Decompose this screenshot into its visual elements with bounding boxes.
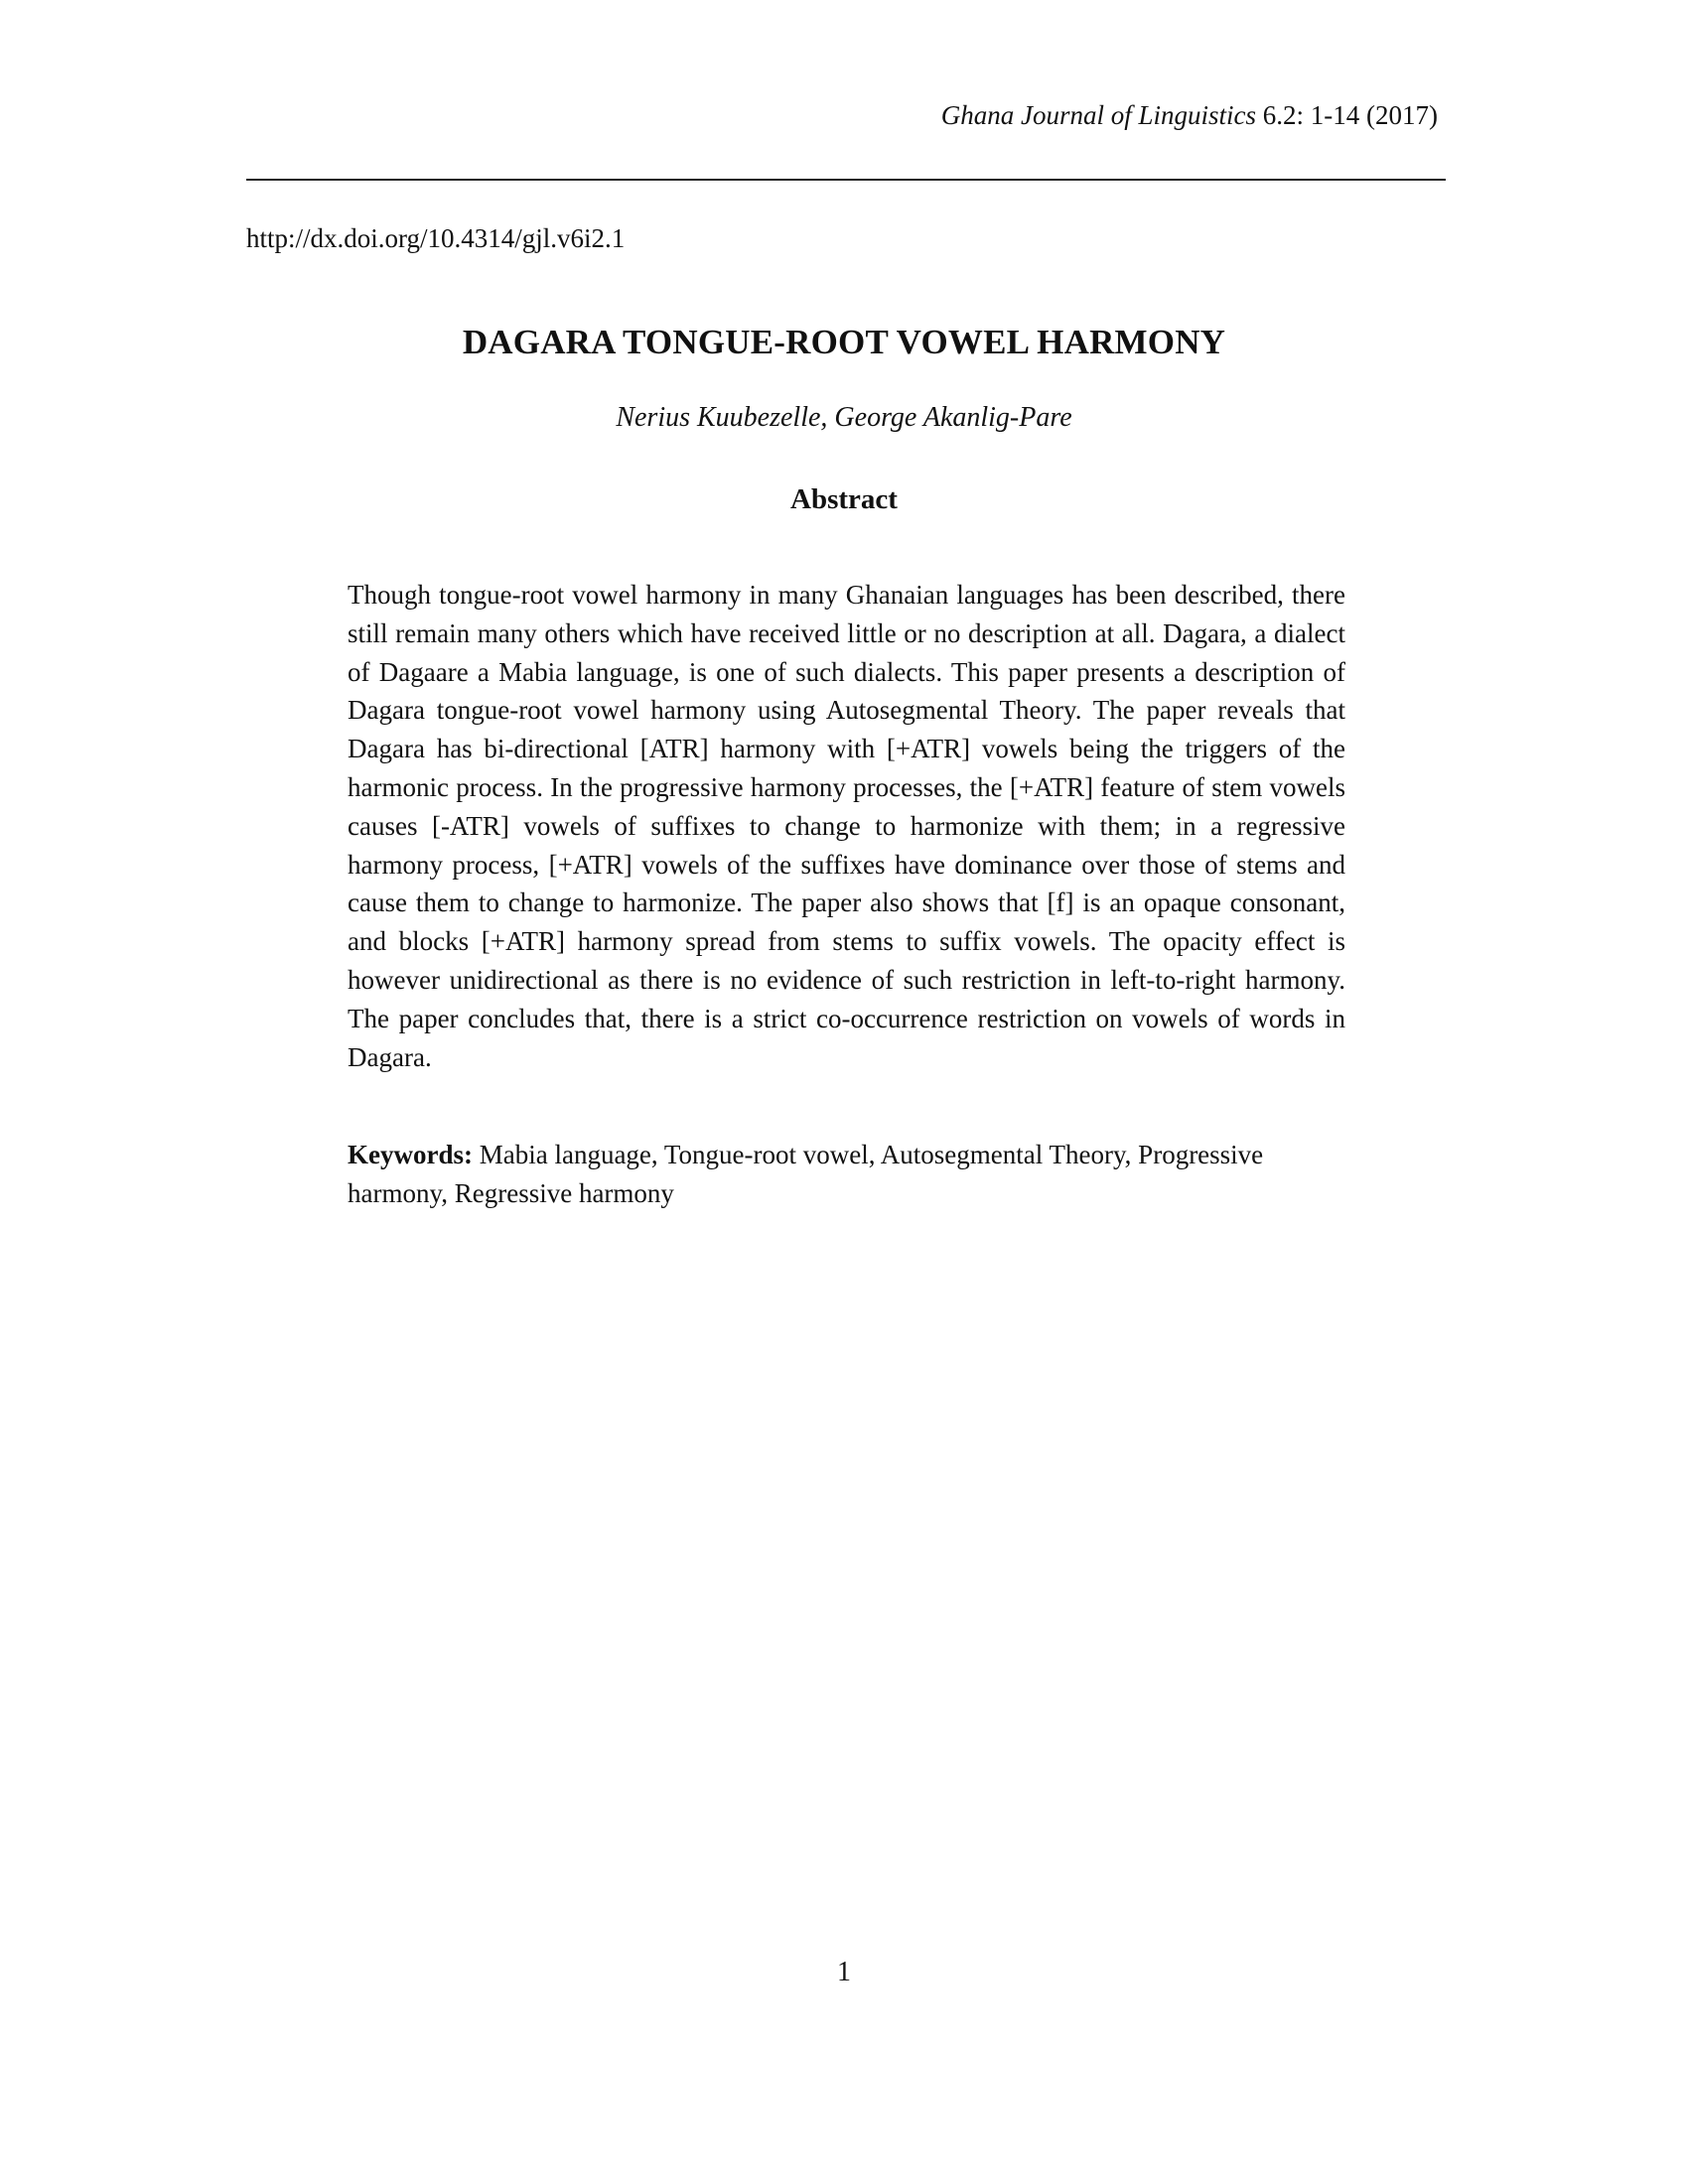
journal-name: Ghana Journal of Linguistics [940,100,1257,130]
keywords-section [348,1136,1345,1213]
running-header [941,99,1438,131]
header-divider [246,179,1446,181]
journal-citation: 6.2: 1-14 (2017) [1256,100,1438,130]
paper-authors: Nerius Kuubezelle, George Akanlig-Pare [616,402,1072,433]
abstract-heading: Abstract [790,483,898,515]
doi-link[interactable]: http://dx.doi.org/10.4314/gjl.v6i2.1 [246,223,626,253]
abstract-text: Though tongue-root vowel harmony in many Ghanaian languages has been described, there still remain many others which have received little or no description at all. Dagara, a dialect of Dagaare a Mabia language, is one of such dialects. This paper presents a description of Dagara tongue-root vowel harmony using Autosegmental Theory. The paper reveals that Dagara has bi-directional [ATR] harmony with [+ATR] vowels being the triggers of the harmonic process. In the progressive harmony processes, the [+ATR] feature of stem vowels causes [-ATR] vowels of suffixes to change to harmonize with them; in a regressive harmony process, [+ATR] vowels of the suffixes have dominance over those of stems and cause them to change to harmonize. The paper also shows that [f] is an opaque consonant, and blocks [+ATR] harmony spread from stems to suffix vowels. The opacity effect is however unidirectional as there is no evidence of such restriction in left-to-right harmony. The paper concludes that, there is a strict co-occurrence restriction on vowels of words in Dagara. [348,580,1345,1072]
keywords-label: Keywords: [348,1140,473,1169]
paper-title: DAGARA TONGUE-ROOT VOWEL HARMONY [462,323,1226,361]
page-number: 1 [837,1957,851,1987]
keywords-text: Mabia language, Tongue-root vowel, Autosegmental Theory, Progressive harmony, Regressive harmony [348,1140,1264,1208]
